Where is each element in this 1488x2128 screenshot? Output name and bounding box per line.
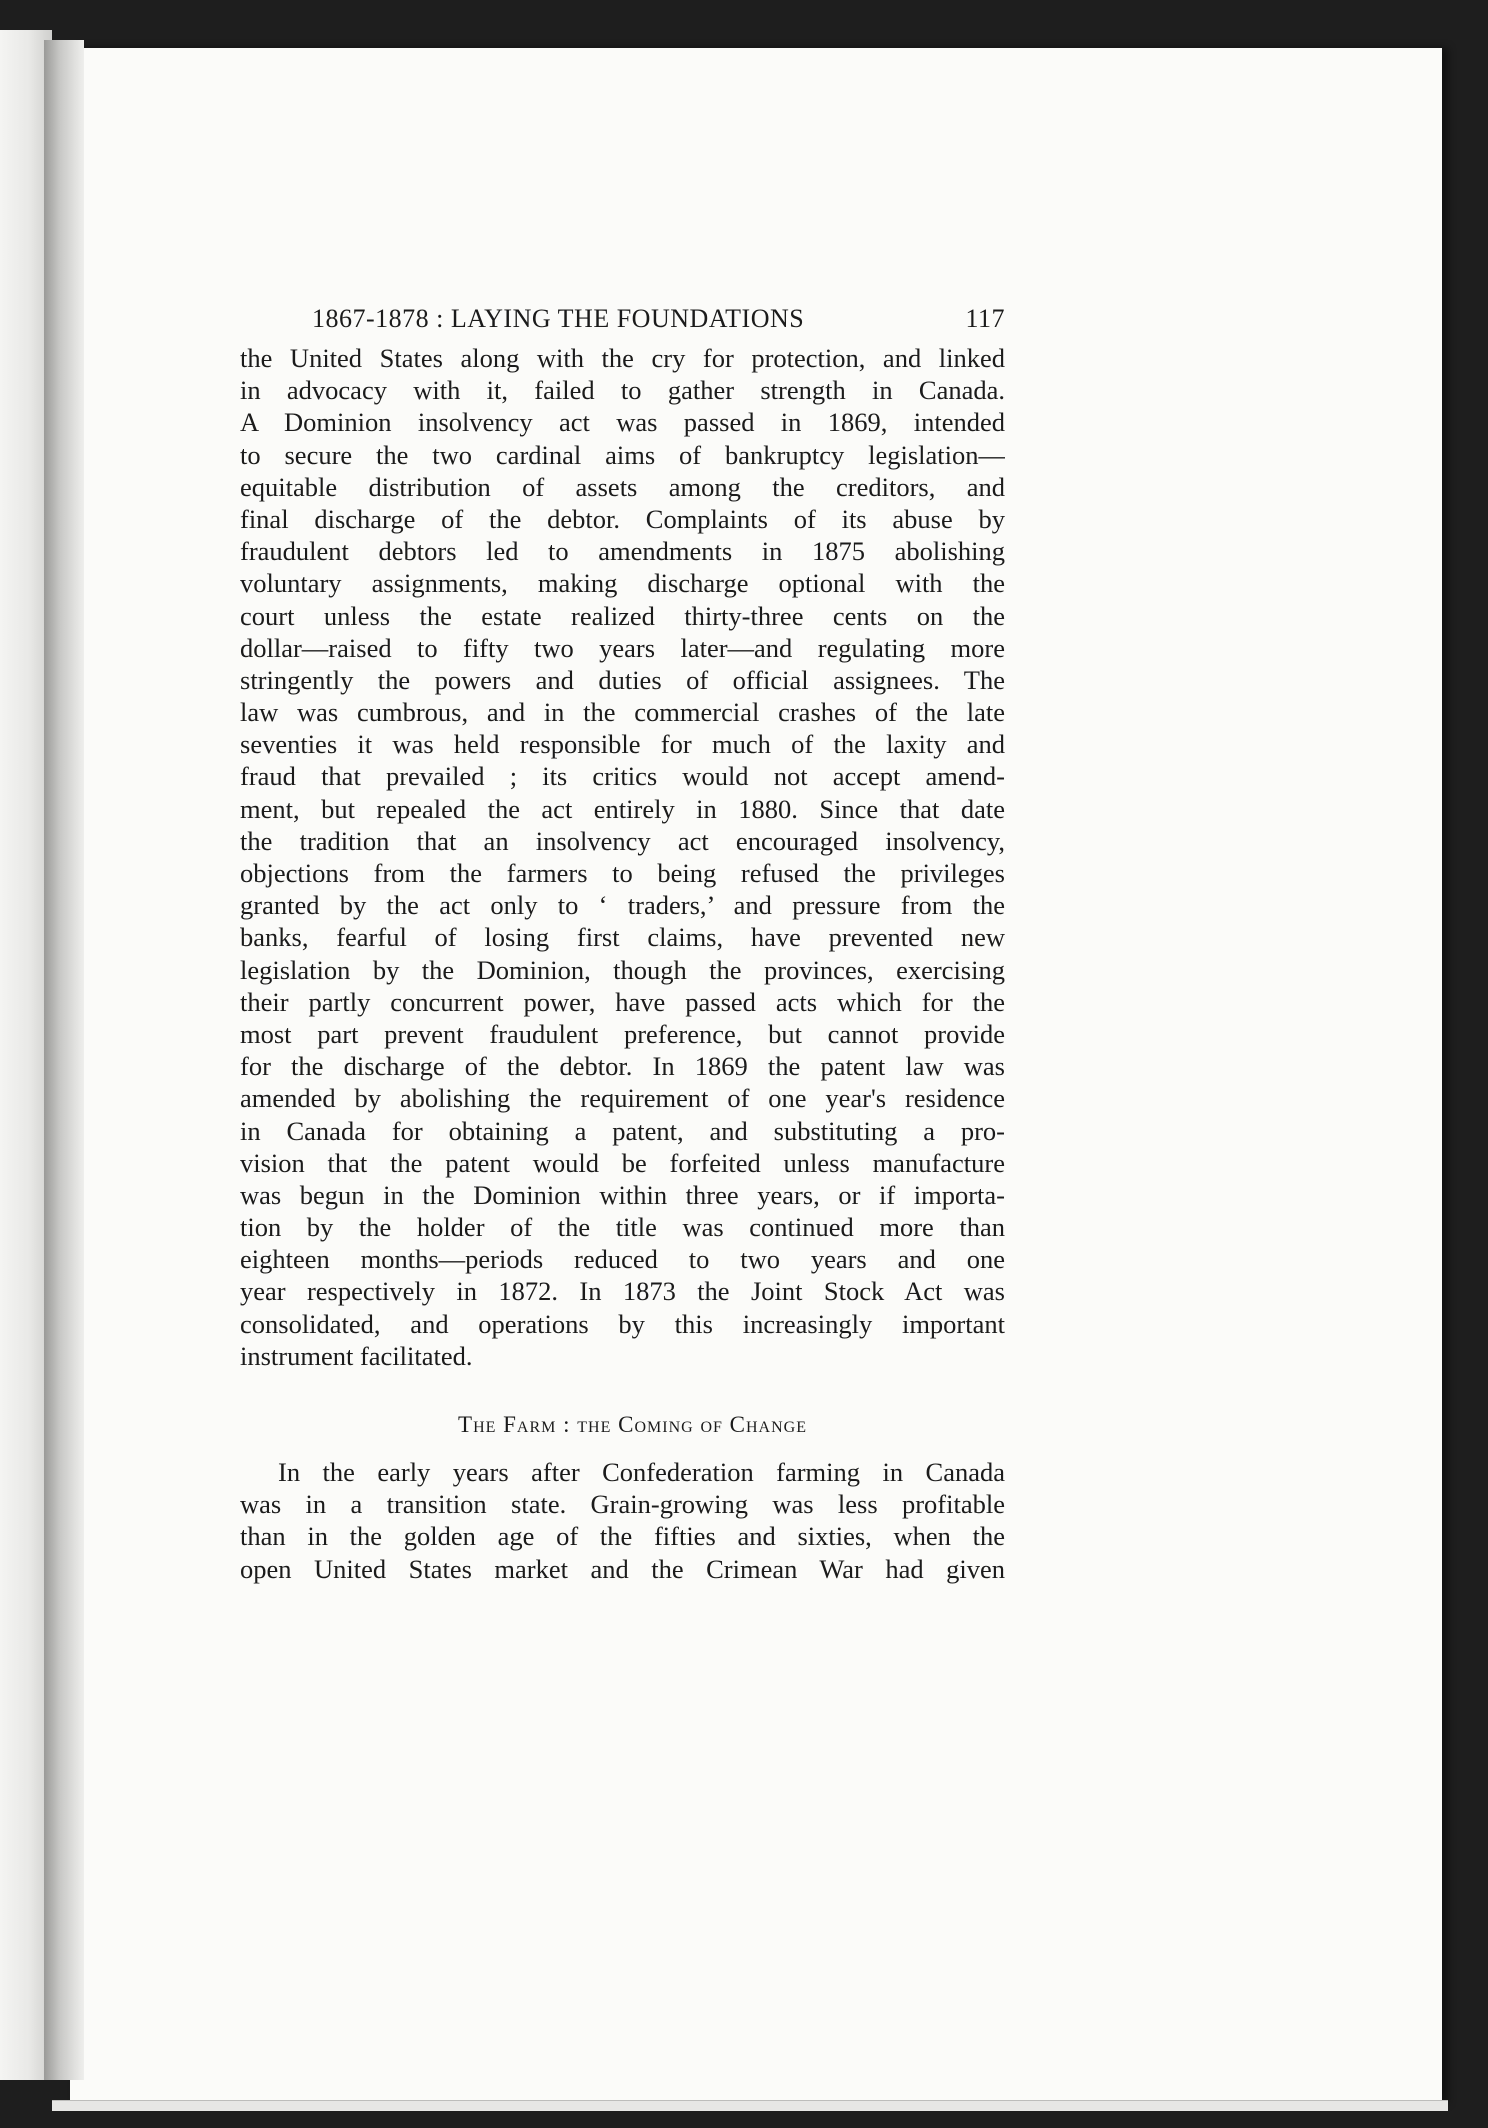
text-line: eighteen months—periods reduced to two years and one — [240, 1244, 1005, 1275]
text-line: final discharge of the debtor. Complaints of its abuse by — [240, 503, 1005, 534]
text-line: granted by the act only to ‘ traders,’ and pressure from the — [240, 890, 1005, 921]
text-line: objections from the farmers to being refused the privileges — [240, 858, 1005, 888]
text-line: the United States along with the cry for protection, and linked — [240, 343, 1005, 373]
page-text — [240, 304, 1005, 1585]
text-line: amended by abolishing the requirement of one year's residence — [240, 1083, 1005, 1114]
text-line: In the early years after Confederation farming in Canada — [278, 1457, 1005, 1487]
text-line: fraudulent debtors led to amendments in 1875 abolishing — [240, 536, 1005, 567]
text-line: the tradition that an insolvency act encouraged insolvency, — [240, 825, 1005, 856]
text-line: instrument facilitated. — [240, 1340, 473, 1371]
text-line: in Canada for obtaining a patent, and substituting a pro- — [240, 1115, 1005, 1146]
text-line: A Dominion insolvency act was passed in 1869, intended — [240, 407, 1005, 438]
text-line: ment, but repealed the act entirely in 1880. Since that date — [240, 793, 1005, 824]
section-heading: The Farm : the Coming of Change — [458, 1412, 807, 1437]
page-number: 117 — [965, 304, 1005, 333]
text-line: legislation by the Dominion, though the provinces, exercising — [240, 954, 1005, 985]
gutter-shadow — [44, 40, 84, 2080]
text-line: stringently the powers and duties of official assignees. The — [240, 664, 1005, 695]
page-bottom-edge — [52, 2100, 1448, 2111]
text-line: for the discharge of the debtor. In 1869 the patent law was — [240, 1051, 1005, 1082]
text-line: consolidated, and operations by this increasingly important — [240, 1308, 1005, 1339]
running-head-title: 1867-1878 : LAYING THE FOUNDATIONS — [312, 304, 805, 333]
text-line: their partly concurrent power, have passed acts which for the — [240, 986, 1005, 1017]
text-line: law was cumbrous, and in the commercial crashes of the late — [240, 697, 1005, 728]
text-line: banks, fearful of losing first claims, have prevented new — [240, 922, 1005, 953]
text-line: tion by the holder of the title was continued more than — [240, 1212, 1005, 1243]
text-line: fraud that prevailed ; its critics would not accept amend- — [240, 761, 1005, 792]
text-line: than in the golden age of the fifties and sixties, when the — [240, 1521, 1005, 1552]
text-line: was begun in the Dominion within three years, or if importa- — [240, 1179, 1005, 1210]
text-line: equitable distribution of assets among the creditors, and — [240, 471, 1005, 502]
text-line: open United States market and the Crimean War had given — [240, 1553, 1005, 1584]
paragraph-2 — [240, 1456, 1005, 1585]
text-line: seventies it was held responsible for much of the laxity and — [240, 729, 1005, 760]
text-line: most part prevent fraudulent preference, but cannot provide — [240, 1018, 1005, 1049]
text-line: vision that the patent would be forfeited unless manufacture — [240, 1147, 1005, 1178]
text-line: in advocacy with it, failed to gather strength in Canada. — [240, 375, 1005, 406]
text-line: court unless the estate realized thirty-three cents on the — [240, 600, 1005, 631]
running-head — [240, 304, 1005, 342]
text-line: was in a transition state. Grain-growing was less profitable — [240, 1489, 1005, 1520]
text-line: year respectively in 1872. In 1873 the Joint Stock Act was — [240, 1276, 1005, 1307]
text-line: dollar—raised to fifty two years later—and regulating more — [240, 632, 1005, 663]
text-line: to secure the two cardinal aims of bankruptcy legislation— — [240, 439, 1005, 470]
paragraph-1 — [240, 342, 1005, 1372]
text-line: voluntary assignments, making discharge optional with the — [240, 568, 1005, 599]
